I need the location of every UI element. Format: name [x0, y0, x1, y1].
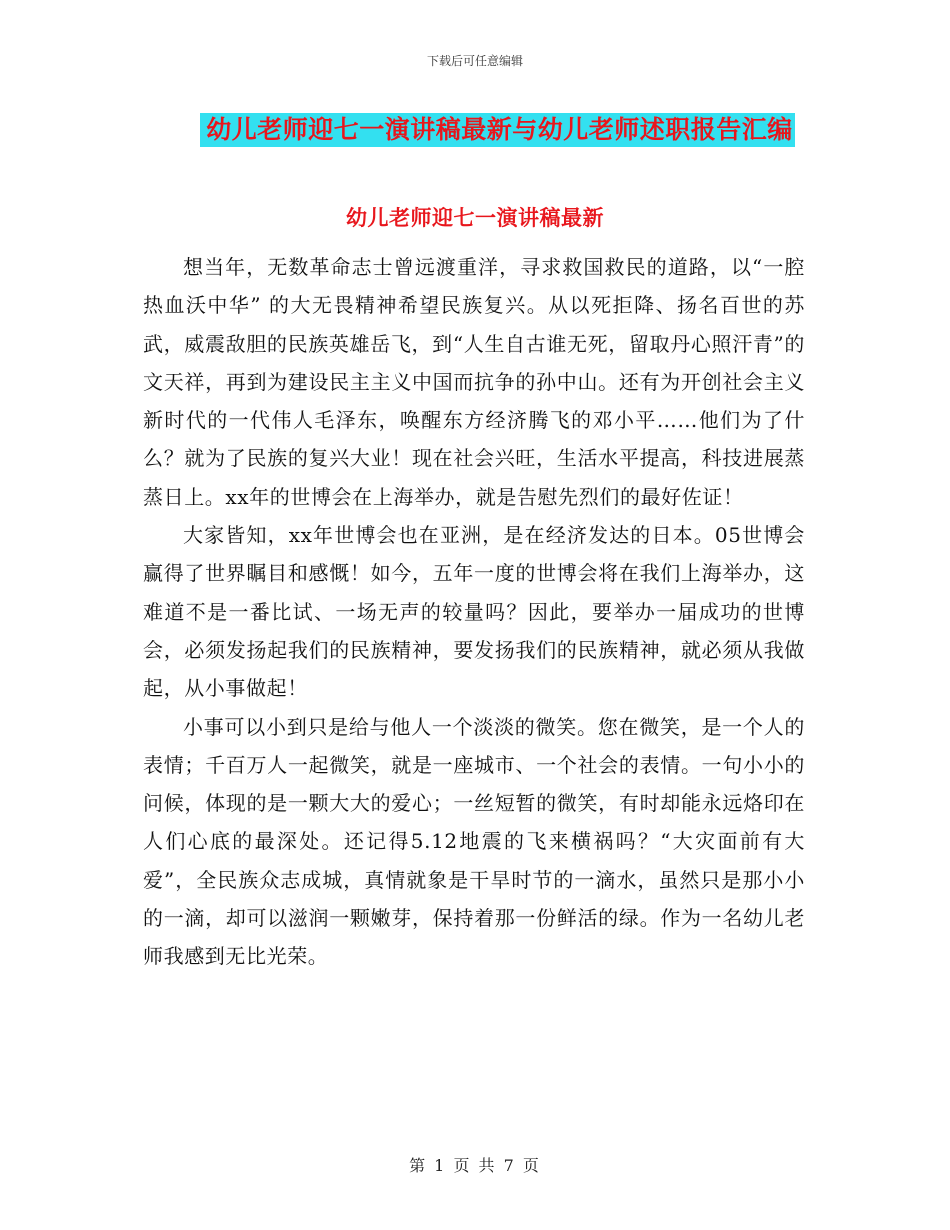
document-main-title: 幼儿老师迎七一演讲稿最新与幼儿老师述职报告汇编: [200, 113, 795, 147]
paragraph-1: 想当年，无数革命志士曾远渡重洋，寻求救国救民的道路，以“一腔热血沃中华” 的大无畏精神希望民族复兴。从以死拒降、扬名百世的苏武，威震敌胆的民族英雄岳飞，到“人生自古谁无死，留取丹心照汗青”的文天祥，再到为建设民主主义中国而抗争的孙中山。还有为开创社会主义新时代的一代伟人毛泽东，唤醒东方经济腾飞的邓小平……他们为了什么？就为了民族的复兴大业！现在社会兴旺，生活水平提高，科技进展蒸蒸日上。xx年的世博会在上海举办，就是告慰先烈们的最好佐证！: [143, 255, 806, 509]
speech-body: [143, 248, 805, 976]
paragraph-3: 小事可以小到只是给与他人一个淡淡的微笑。您在微笑，是一个人的表情；千百万人一起微笑，就是一座城市、一个社会的表情。一句小小的问候，体现的是一颗大大的爱心；一丝短暂的微笑，有时却能永远烙印在人们心底的最深处。还记得5.12地震的飞来横祸吗？“大灾面前有大爱”，全民族众志成城，真情就象是干旱时节的一滴水，虽然只是那小小的一滴，却可以滋润一颗嫩芽，保持着那一份鲜活的绿。作为一名幼儿老师我感到无比光荣。: [143, 714, 805, 969]
section-title: 幼儿老师迎七一演讲稿最新: [346, 205, 604, 230]
main-title-container: [0, 113, 950, 147]
paragraph-2: 大家皆知，xx年世博会也在亚洲，是在经济发达的日本。05世博会赢得了世界瞩目和感慨！如今，五年一度的世博会将在我们上海举办，这难道不是一番比试、一场无声的较量吗？因此，要举办一届成功的世博会，必须发扬起我们的民族精神，要发扬我们的民族精神，就必须从我做起，从小事做起！: [143, 523, 805, 701]
page-header: 下载后可任意编辑: [426, 54, 523, 68]
page-number-footer: 第 1 页 共 7 页: [409, 1156, 541, 1175]
